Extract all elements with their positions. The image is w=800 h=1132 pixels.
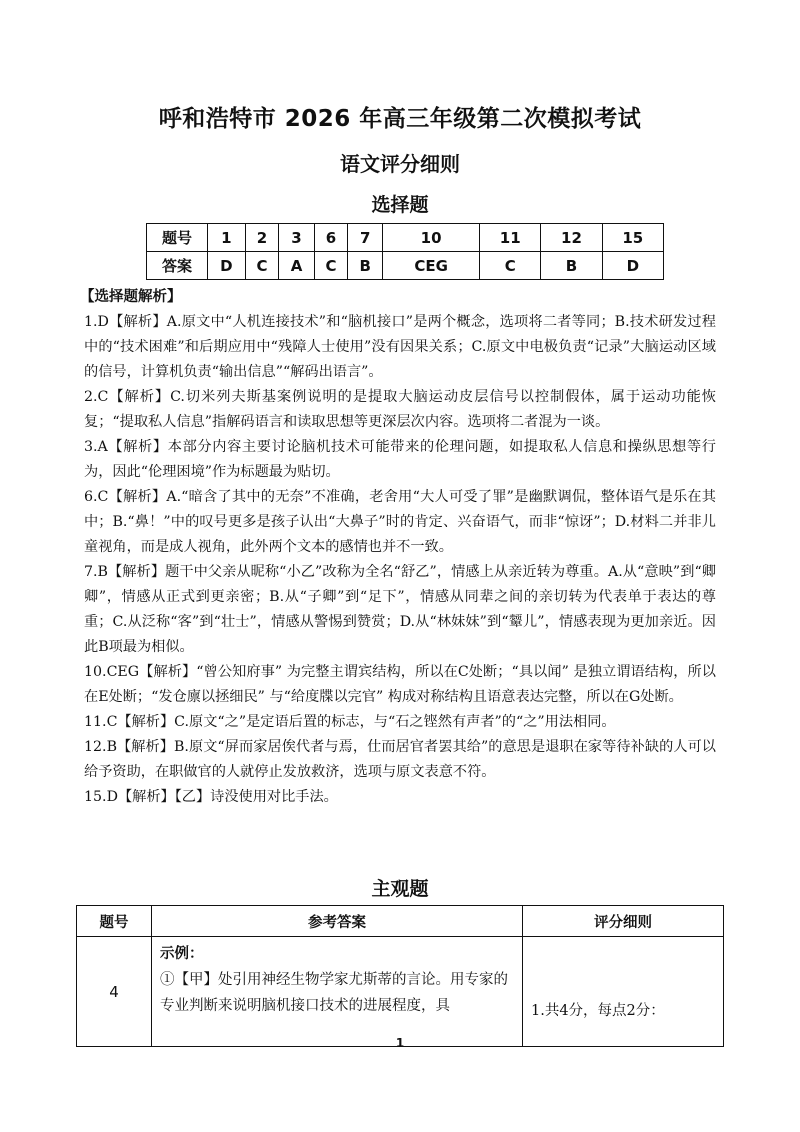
column-header-answer: 参考答案	[152, 906, 523, 937]
subjective-header-row	[77, 906, 724, 937]
analysis-item: 7.B【解析】题干中父亲从昵称“小乙”改称为全名“舒乙”，情感上从亲近转为尊重。A.从“意映”到“卿卿”，情感从正式到更亲密；B.从“子卿”到“足下”，情感从同辈之间的亲切转为代表单于表达的尊重；C.从泛称“客”到“壮士”，情感从警惕到赞赏；D.从“林妹妹”到“颦儿”，情感表现为更加亲近。因此B项最为相似。	[84, 564, 716, 655]
question-number: 4	[77, 937, 152, 1047]
choice-answer-table	[146, 223, 664, 280]
answer-cell: A	[279, 252, 314, 280]
answer-text: ①【甲】处引用神经生物学家尤斯蒂的言论。用专家的专业判断来说明脑机接口技术的进展程度，具	[160, 972, 508, 1014]
choice-analysis	[80, 285, 716, 810]
analysis-item: 10.CEG【解析】“曾公知府事” 为完整主谓宾结构，所以在C处断；“具以闻” 是独立谓语结构，所以在E处断；“发仓廪以拯细民” 与“给度牒以完官” 构成对称结构且语意表达完整，所以在G处断。	[84, 664, 716, 705]
question-cell: 3	[279, 224, 314, 252]
question-cell: 10	[383, 224, 480, 252]
answer-cell: C	[314, 252, 348, 280]
subjective-table	[76, 905, 724, 1047]
table-row	[77, 937, 724, 1047]
analysis-item: 15.D【解析】【乙】诗没使用对比手法。	[84, 789, 338, 805]
analysis-item: 3.A【解析】本部分内容主要讨论脑机技术可能带来的伦理问题，如提取私人信息和操纵思想等行为，因此“伦理困境”作为标题最为贴切。	[84, 439, 716, 480]
question-cell: 6	[314, 224, 348, 252]
analysis-item: 12.B【解析】B.原文“屏而家居俟代者与焉，仕而居官者罢其给”的意思是退职在家等待补缺的人可以给予资助，在职做官的人就停止发放救济，选项与原文表意不符。	[84, 739, 716, 780]
question-cell: 12	[541, 224, 602, 252]
page-number: 1	[395, 1036, 405, 1050]
answer-cell: C	[245, 252, 279, 280]
scoring-detail: 1.共4分，每点2分：	[523, 937, 724, 1047]
analysis-item: 6.C【解析】A.“暗含了其中的无奈”不准确，老舍用“大人可受了罪”是幽默调侃，整体语气是乐在其中；B.“鼻！”中的叹号更多是孩子认出“大鼻子”时的肯定、兴奋语气，而非“惊讶”；D.材料二并非儿童视角，而是成人视角，此外两个文本的感情也并不一致。	[84, 489, 716, 555]
column-header-score: 评分细则	[523, 906, 724, 937]
subjective-section-title: 主观题	[371, 878, 429, 900]
example-label: 示例：	[160, 946, 204, 962]
answer-cell: D	[602, 252, 663, 280]
column-header-number: 题号	[77, 906, 152, 937]
row-label-question: 题号	[147, 224, 208, 252]
question-cell: 7	[348, 224, 383, 252]
question-number-row	[147, 224, 664, 252]
page-subtitle: 语文评分细则	[340, 152, 460, 176]
answer-cell: B	[541, 252, 602, 280]
row-label-answer: 答案	[147, 252, 208, 280]
analysis-heading: 【选择题解析】	[80, 289, 182, 305]
answer-cell: C	[480, 252, 541, 280]
question-cell: 15	[602, 224, 663, 252]
analysis-item: 11.C【解析】C.原文“之”是定语后置的标志，与“石之铿然有声者”的“之”用法相同。	[84, 714, 616, 730]
analysis-item: 2.C【解析】C.切米列夫斯基案例说明的是提取大脑运动皮层信号以控制假体，属于运动功能恢复；“提取私人信息”指解码语言和读取思想等更深层次内容。选项将二者混为一谈。	[84, 389, 716, 430]
question-cell: 1	[208, 224, 246, 252]
page-title: 呼和浩特市 2026 年高三年级第二次模拟考试	[158, 106, 642, 132]
answer-cell: CEG	[383, 252, 480, 280]
question-cell: 2	[245, 224, 279, 252]
question-cell: 11	[480, 224, 541, 252]
analysis-item: 1.D【解析】A.原文中“人机连接技术”和“脑机接口”是两个概念，选项将二者等同；B.技术研发过程中的“技术困难”和后期应用中“残障人士使用”没有因果关系；C.原文中电极负责“记录”大脑运动区域的信号，计算机负责“输出信息”“解码出语言”。	[84, 314, 716, 380]
answer-cell: D	[208, 252, 246, 280]
reference-answer	[152, 937, 523, 1047]
answer-cell: B	[348, 252, 383, 280]
answer-row	[147, 252, 664, 280]
choice-section-title: 选择题	[371, 194, 429, 216]
